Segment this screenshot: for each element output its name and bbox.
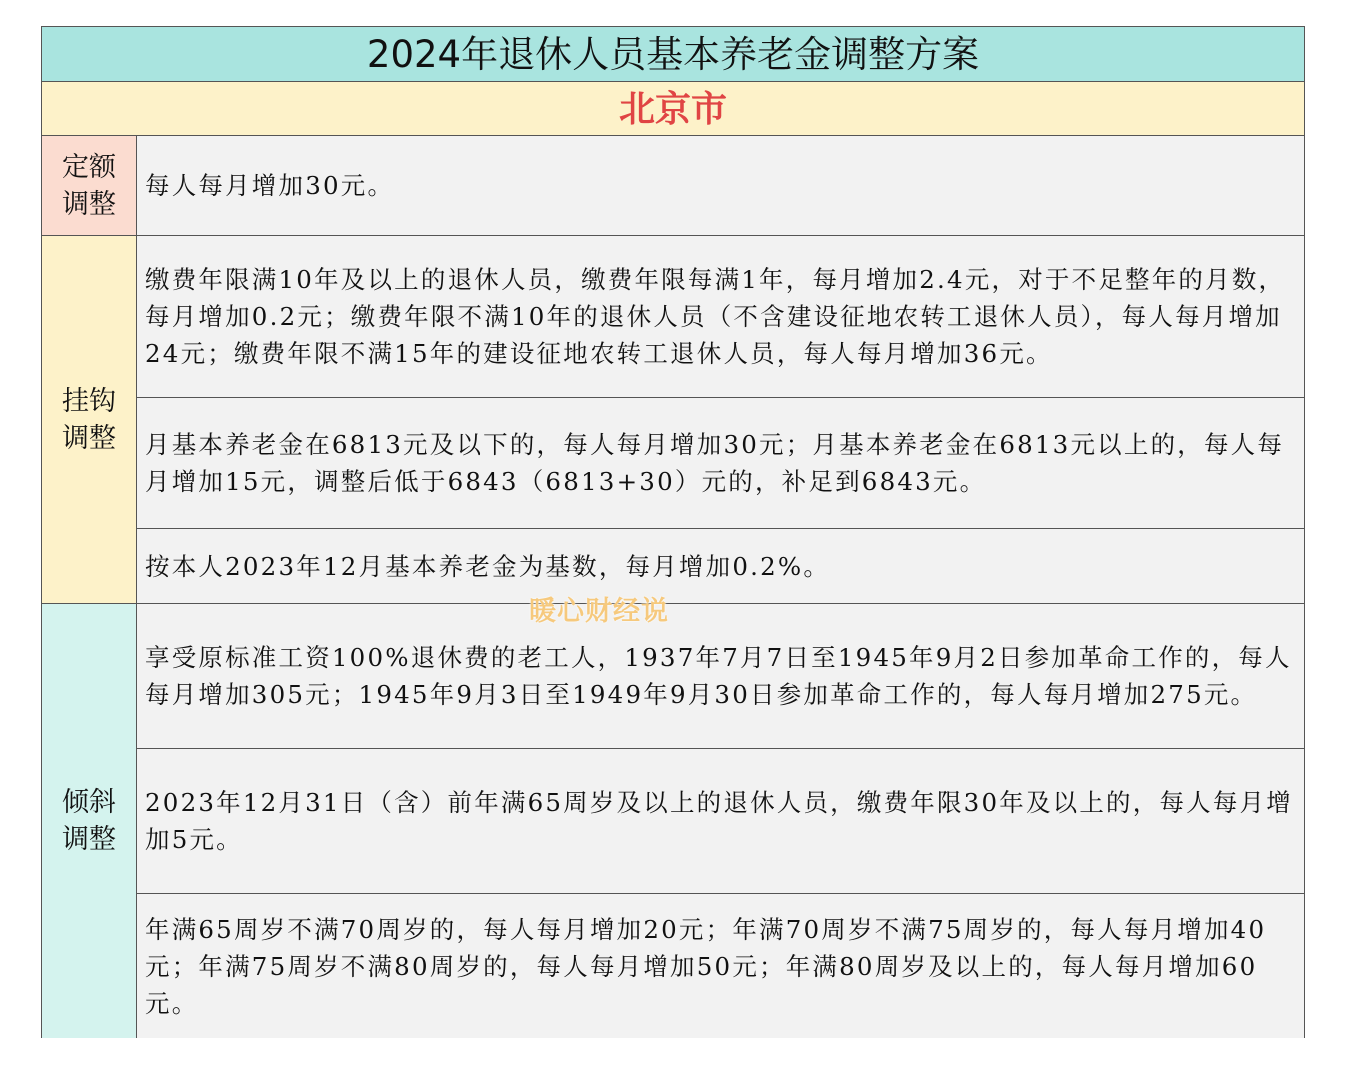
linked-row-3: 按本人2023年12月基本养老金为基数，每月增加0.2%。	[137, 529, 1304, 604]
table-title: 2024年退休人员基本养老金调整方案	[42, 27, 1304, 82]
tilted-row-1: 享受原标准工资100%退休费的老工人，1937年7月7日至1945年9月2日参加革命工作的，每人每月增加305元；1945年9月3日至1949年9月30日参加革命工作的，每人每月增加275元。	[137, 604, 1304, 749]
pension-adjustment-table	[41, 26, 1305, 1038]
fixed-row-1: 每人每月增加30元。	[137, 136, 1304, 236]
tilted-row-3: 年满65周岁不满70周岁的，每人每月增加20元；年满70周岁不满75周岁的，每人每月增加40元；年满75周岁不满80周岁的，每人每月增加50元；年满80周岁及以上的，每人每月增加60元。	[137, 894, 1304, 1038]
tilted-row-2: 2023年12月31日（含）前年满65周岁及以上的退休人员，缴费年限30年及以上的，每人每月增加5元。	[137, 749, 1304, 894]
linked-row-2: 月基本养老金在6813元及以下的，每人每月增加30元；月基本养老金在6813元以上的，每人每月增加15元，调整后低于6843（6813+30）元的，补足到6843元。	[137, 398, 1304, 529]
city-heading: 北京市	[42, 82, 1304, 136]
section-label-linked: 挂钩调整	[42, 236, 137, 604]
linked-row-1: 缴费年限满10年及以上的退休人员，缴费年限每满1年，每月增加2.4元，对于不足整年的月数，每月增加0.2元；缴费年限不满10年的退休人员（不含建设征地农转工退休人员），每人每月增加24元；缴费年限不满15年的建设征地农转工退休人员，每人每月增加36元。	[137, 236, 1304, 398]
watermark-text: 暖心财经说	[529, 596, 669, 627]
section-label-tilted: 倾斜调整	[42, 604, 137, 1038]
section-label-fixed: 定额调整	[42, 136, 137, 236]
